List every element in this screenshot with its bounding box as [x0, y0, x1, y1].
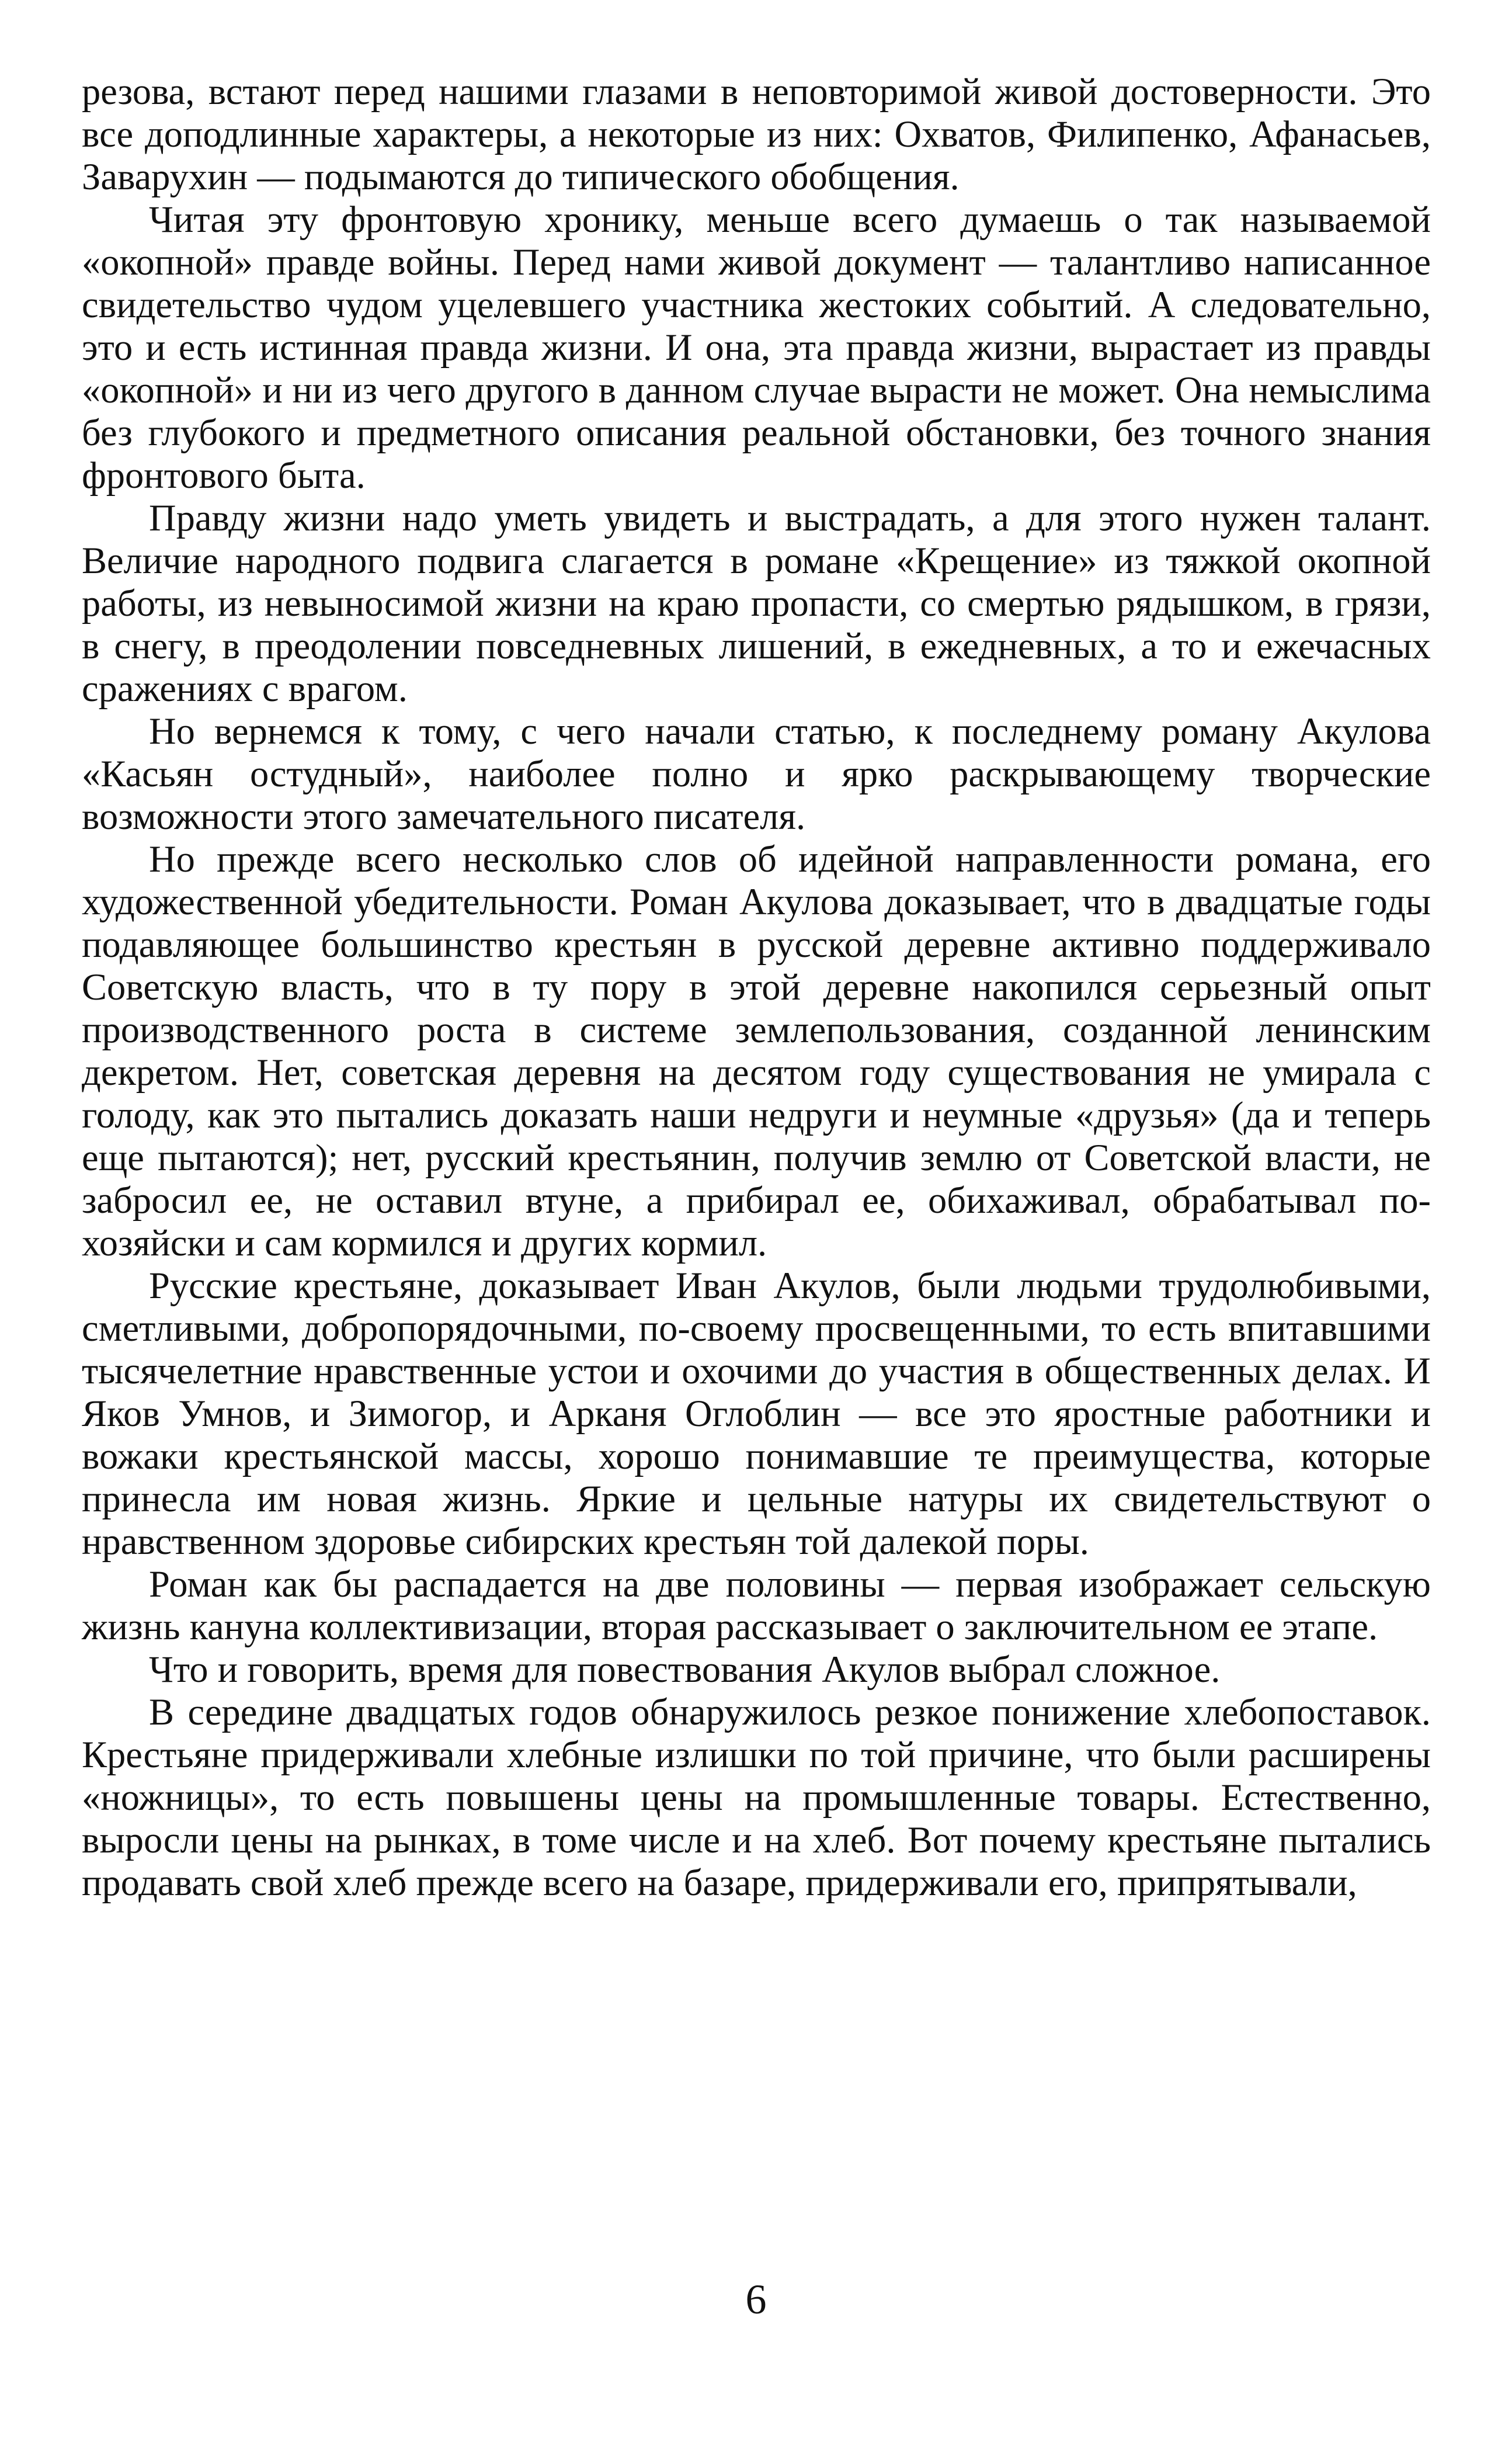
paragraph-9: В середине двадцатых годов обнаружилось резкое понижение хлебопоставок. Крестьяне придерживали хлебные излишки по той причине, что были расширены «ножницы», то есть повышены цены на промышленные товары. Естественно, выросли цены на рынках, в томе числе и на хлеб. Вот почему крестьяне пытались продавать свой хлеб прежде всего на базаре, придерживали его, припрятывали,: [82, 1691, 1431, 1903]
paragraph-5: Но прежде всего несколько слов об идейной направленности романа, его художественной убедительности. Роман Акулова доказывает, что в двадцатые годы подавляющее большинство крестьян в русской деревне активно поддерживало Советскую власть, что в ту пору в этой деревне накопился серьезный опыт производственного роста в системе землепользования, созданной ленинским декретом. Нет, советская деревня на десятом году существования не умирала с голоду, как это пытались доказать наши недруги и неумные «друзья» (да и теперь еще пытаются); нет, русский крестьянин, получив землю от Советской власти, не забросил ее, не оставил втуне, а прибирал ее, обихаживал, обрабатывал по-хозяйски и сам кормился и других кормил.: [82, 838, 1431, 1264]
document-page: [82, 70, 1431, 1904]
paragraph-7: Роман как бы распадается на две половины — первая изображает сельскую жизнь кануна коллективизации, вторая рассказывает о заключительном ее этапе.: [82, 1563, 1431, 1647]
paragraph-8: Что и говорить, время для повествования Акулов выбрал сложное.: [149, 1649, 1221, 1690]
page-number: 6: [745, 2276, 767, 2323]
paragraph-1: резова, встают перед нашими глазами в неповторимой живой достоверности. Это все доподлинные характеры, а некоторые из них: Охватов, Филипенко, Афанасьев, Заварухин — подымаются до типического обобщения.: [82, 71, 1431, 197]
paragraph-6: Русские крестьяне, доказывает Иван Акулов, были людьми трудолюбивыми, сметливыми, добропорядочными, по-своему просвещенными, то есть впитавшими тысячелетние нравственные устои и охочими до участия в общественных делах. И Яков Умнов, и Зимогор, и Арканя Оглоблин — все это яростные работники и вожаки крестьянской массы, хорошо понимавшие те преимущества, которые принесла им новая жизнь. Яркие и цельные натуры их свидетельствуют о нравственном здоровье сибирских крестьян той далекой поры.: [82, 1265, 1431, 1562]
paragraph-3: Правду жизни надо уметь увидеть и выстрадать, а для этого нужен талант. Величие народного подвига слагается в романе «Крещение» из тяжкой окопной работы, из невыносимой жизни на краю пропасти, со смертью рядышком, в грязи, в снегу, в преодолении повседневных лишений, в ежедневных, а то и ежечасных сражениях с врагом.: [82, 497, 1431, 709]
paragraph-4: Но вернемся к тому, с чего начали статью, к последнему роману Акулова «Касьян остудный», наиболее полно и ярко раскрывающему творческие возможности этого замечательного писателя.: [82, 710, 1431, 837]
paragraph-2: Читая эту фронтовую хронику, меньше всего думаешь о так называемой «окопной» правде войны. Перед нами живой документ — талантливо написанное свидетельство чудом уцелевшего участника жестоких событий. А следовательно, это и есть истинная правда жизни. И она, эта правда жизни, вырастает из правды «окопной» и ни из чего другого в данном случае вырасти не может. Она немыслима без глубокого и предметного описания реальной обстановки, без точного знания фронтового быта.: [82, 199, 1431, 496]
